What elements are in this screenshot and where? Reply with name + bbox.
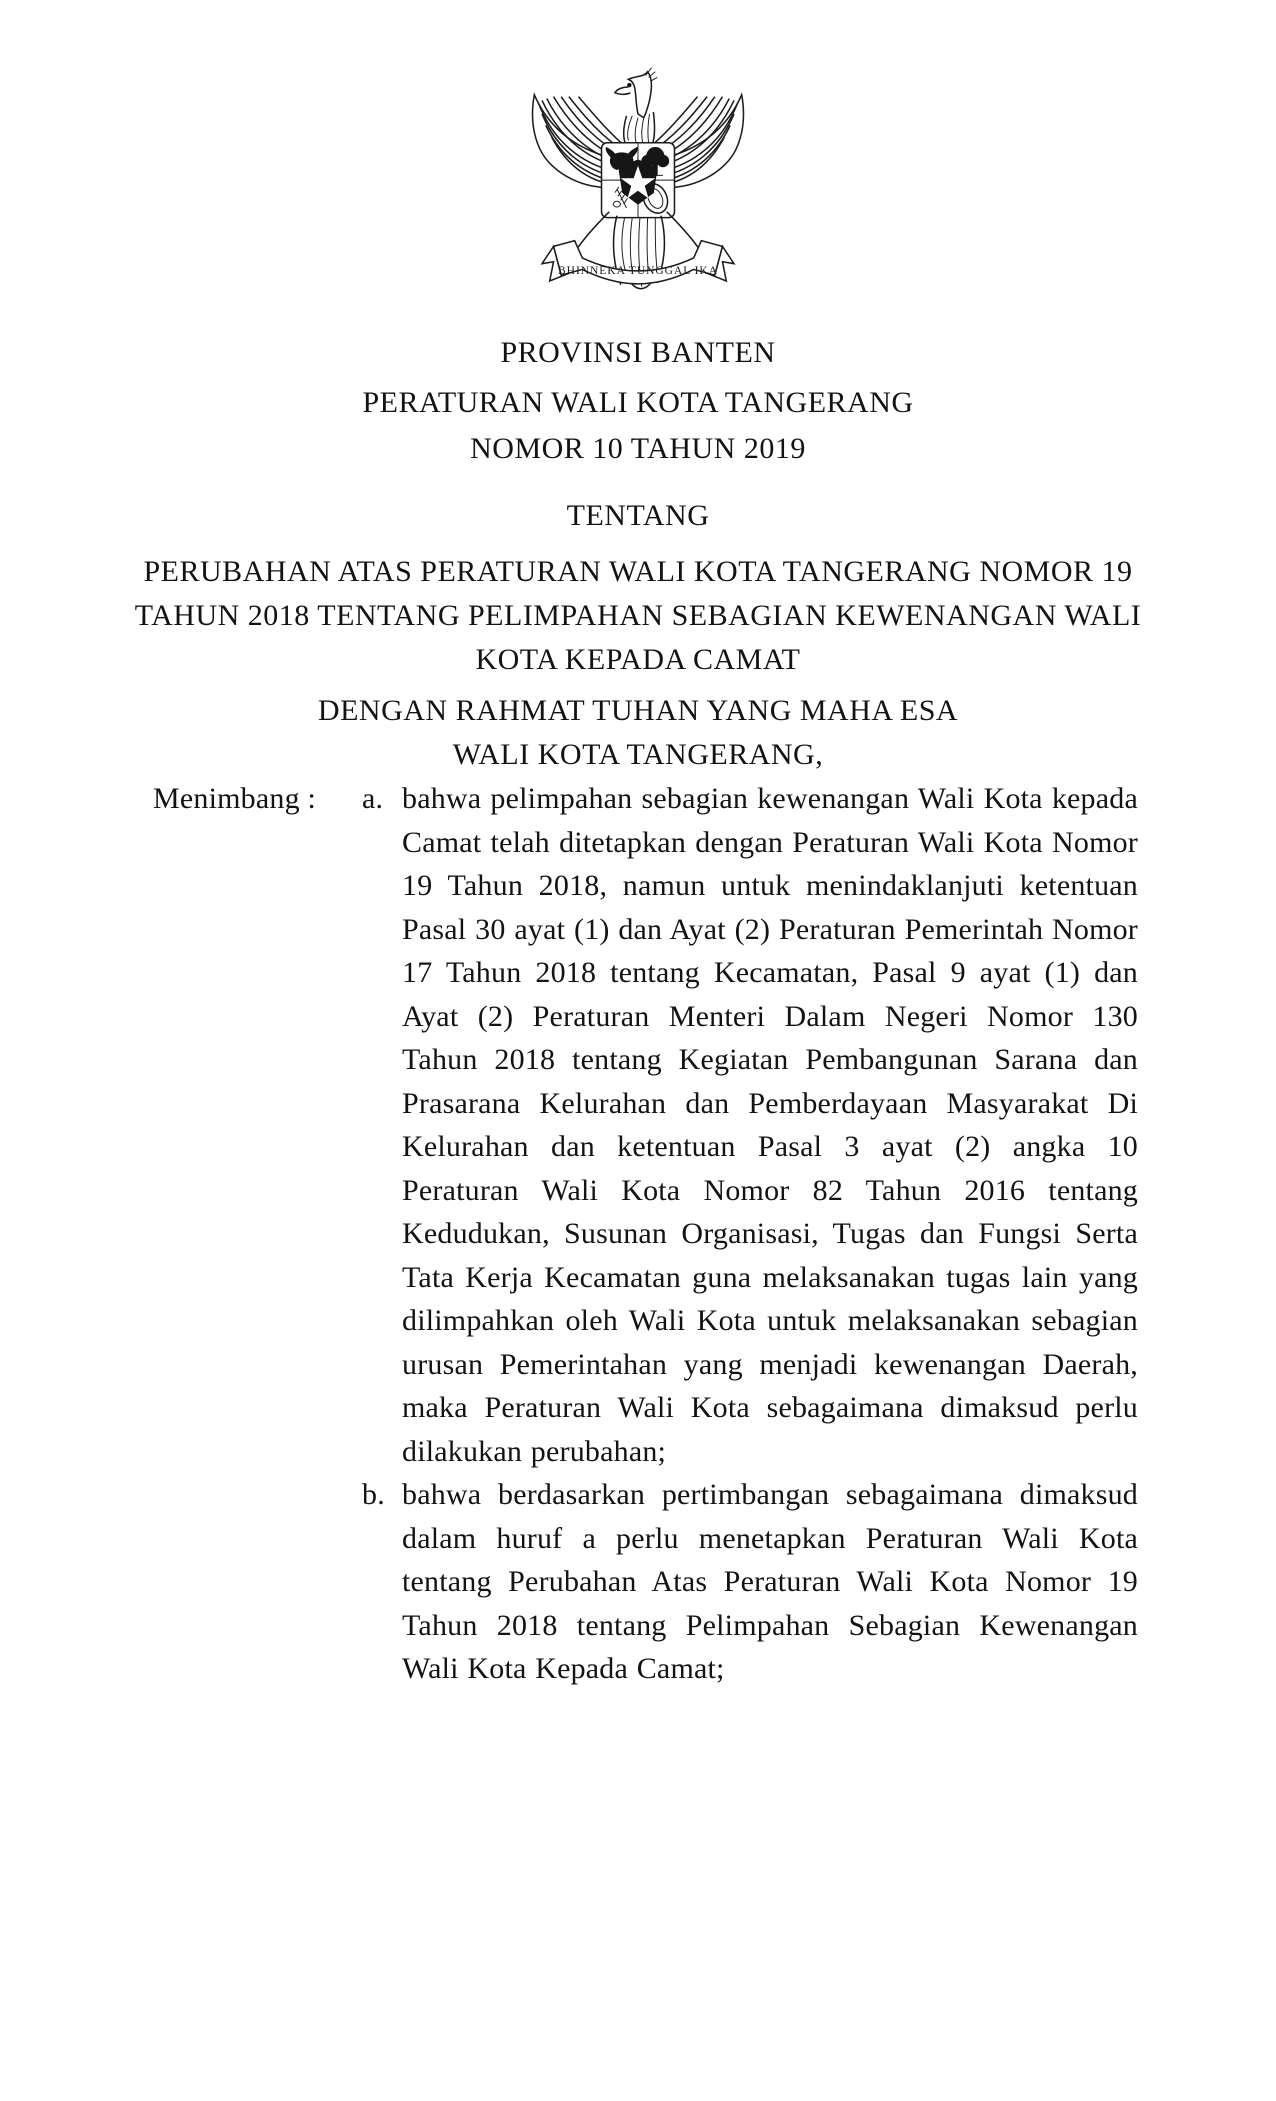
menimbang-item-a — [362, 777, 1138, 1473]
menimbang-items — [362, 777, 1138, 1691]
regulation-number: NOMOR 10 TAHUN 2019 — [470, 432, 806, 465]
invocation-line: DENGAN RAHMAT TUHAN YANG MAHA ESA — [317, 694, 959, 727]
menimbang-item-a-marker: a. — [362, 782, 384, 815]
issuer-line: WALI KOTA TANGERANG, — [452, 738, 824, 771]
regulation-title-line-2: TAHUN 2018 TENTANG PELIMPAHAN SEBAGIAN KEWENANGAN WALI — [134, 599, 1142, 632]
about-label: TENTANG — [566, 499, 710, 532]
emblem-motto-text: BHINNEKA TUNGGAL IKA — [558, 265, 718, 278]
menimbang-item-b-text: bahwa berdasarkan pertimbangan sebagaimana dimaksud dalam huruf a perlu menetapkan Peraturan Wali Kota tentang Perubahan Atas Peraturan Wali Kota Nomor 19 Tahun 2018 tentang Pelimpahan Sebagian Kewenangan Wali Kota Kepada Camat; — [402, 1478, 1138, 1685]
regulation-title — [0, 550, 1276, 682]
province-heading: PROVINSI BANTEN — [500, 336, 776, 369]
menimbang-item-b-marker: b. — [362, 1478, 385, 1511]
garuda-pancasila-emblem — [494, 56, 782, 312]
menimbang-label: Menimbang : — [153, 782, 317, 815]
menimbang-item-a-text: bahwa pelimpahan sebagian kewenangan Wali Kota kepada Camat telah ditetapkan dengan Peraturan Wali Kota Nomor 19 Tahun 2018, namun untuk menindaklanjuti ketentuan Pasal 30 ayat (1) dan Ayat (2) Peraturan Pemerintah Nomor 17 Tahun 2018 tentang Kecamatan, Pasal 9 ayat (1) dan Ayat (2) Peraturan Menteri Dalam Negeri Nomor 130 Tahun 2018 tentang Kegiatan Pembangunan Sarana dan Prasarana Kelurahan dan Pemberdayaan Masyarakat Di Kelurahan dan ketentuan Pasal 3 ayat (2) angka 10 Peraturan Wali Kota Nomor 82 Tahun 2016 tentang Kedudukan, Susunan Organisasi, Tugas dan Fungsi Serta Tata Kerja Kecamatan guna melaksanakan tugas lain yang dilimpahkan oleh Wali Kota untuk melaksanakan sebagian urusan Pemerintahan yang menjadi kewenangan Daerah, maka Peraturan Wali Kota sebagaimana dimaksud perlu dilakukan perubahan; — [402, 782, 1138, 1468]
regulation-heading: PERATURAN WALI KOTA TANGERANG — [362, 386, 914, 419]
garuda-pancasila-icon — [494, 56, 782, 312]
menimbang-section — [153, 777, 1138, 1691]
regulation-title-line-3: KOTA KEPADA CAMAT — [475, 643, 801, 676]
regulation-title-line-1: PERUBAHAN ATAS PERATURAN WALI KOTA TANGERANG NOMOR 19 — [143, 555, 1133, 588]
menimbang-item-b — [362, 1473, 1138, 1691]
